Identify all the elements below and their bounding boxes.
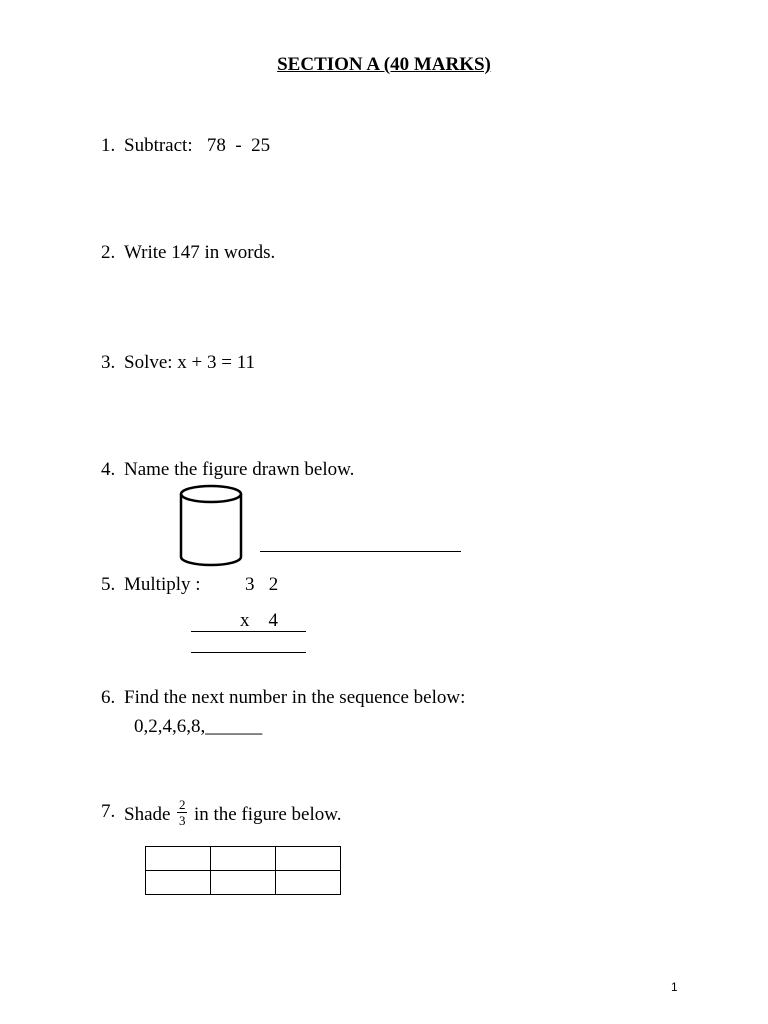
question-7-text xyxy=(124,797,342,830)
question-6-text: Find the next number in the sequence below: xyxy=(124,687,466,708)
sequence-text: 0,2,4,6,8,______ xyxy=(134,716,263,737)
question-2-number: 2. xyxy=(101,242,116,263)
question-4-number: 4. xyxy=(101,459,116,480)
question-2-text: Write 147 in words. xyxy=(124,242,276,263)
cylinder-figure xyxy=(176,482,248,568)
answer-line-q4[interactable] xyxy=(260,551,461,552)
fraction-denominator: 3 xyxy=(178,813,186,828)
question-3-text: Solve: x + 3 = 11 xyxy=(124,352,256,373)
multiply-rule-line xyxy=(191,631,306,632)
question-6-number: 6. xyxy=(101,687,116,708)
shading-grid xyxy=(145,846,341,895)
multiply-top-digits: 3 2 xyxy=(245,574,279,595)
grid-cell[interactable] xyxy=(211,871,276,895)
question-1-number: 1. xyxy=(101,135,116,156)
page-number: 1 xyxy=(671,980,678,994)
question-7-number: 7. xyxy=(101,801,116,822)
question-5-number: 5. xyxy=(101,574,116,595)
question-7-text-after: in the figure below. xyxy=(193,803,342,825)
grid-cell[interactable] xyxy=(276,847,341,871)
multiply-multiplier: x 4 xyxy=(240,610,278,631)
question-3-number: 3. xyxy=(101,352,116,373)
section-title: SECTION A (40 MARKS) xyxy=(277,54,491,75)
answer-line-q5[interactable] xyxy=(191,652,306,653)
grid-cell[interactable] xyxy=(276,871,341,895)
grid-cell[interactable] xyxy=(211,847,276,871)
question-4-text: Name the figure drawn below. xyxy=(124,459,355,480)
question-5-text: Multiply : xyxy=(124,574,201,595)
question-7-text-before: Shade xyxy=(124,803,171,825)
grid-cell[interactable] xyxy=(146,871,211,895)
fraction-two-thirds xyxy=(177,798,187,827)
question-1-text: Subtract: 78 - 25 xyxy=(124,135,271,156)
grid-cell[interactable] xyxy=(146,847,211,871)
fraction-numerator: 2 xyxy=(178,797,186,812)
